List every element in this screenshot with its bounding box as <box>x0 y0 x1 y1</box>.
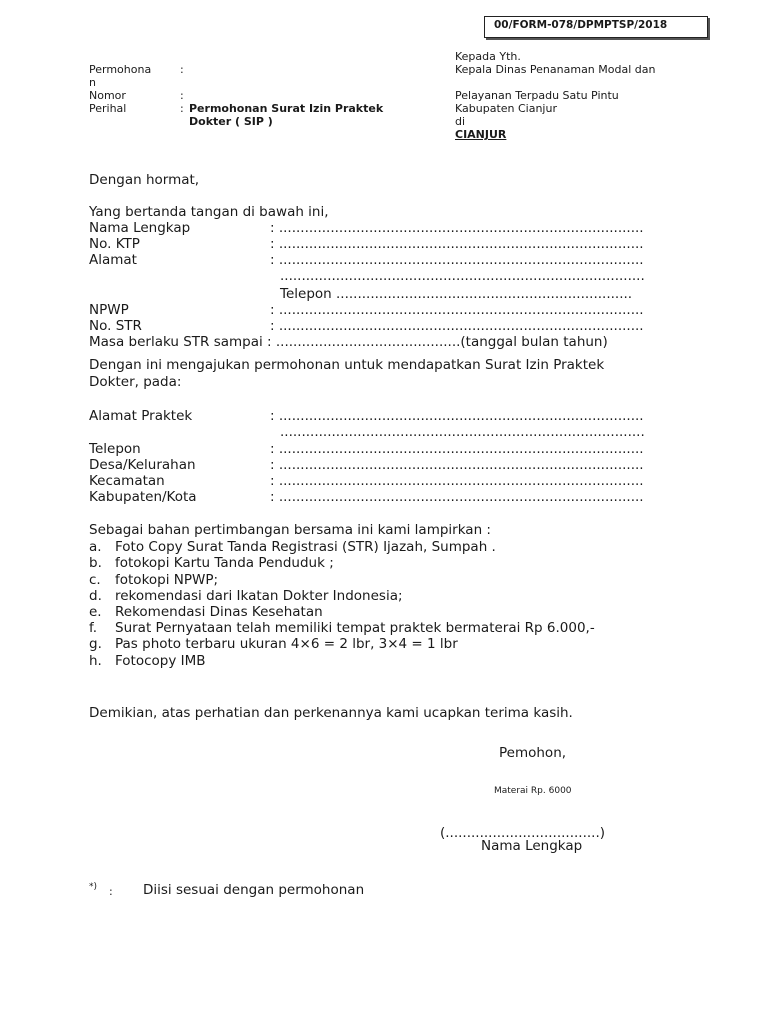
request-line-1: Dengan ini mengajukan permohonan untuk mendapatkan Surat Izin Praktek <box>89 357 605 373</box>
list-letter: d. <box>89 588 102 604</box>
footnote-text: Diisi sesuai dengan permohonan <box>143 882 365 898</box>
list-letter: h. <box>89 653 102 669</box>
greeting: Dengan hormat, <box>89 172 200 188</box>
field-value: : ..................................................................................... <box>270 473 644 489</box>
field-label: Kabupaten/Kota <box>89 489 197 505</box>
list-letter: b. <box>89 555 102 571</box>
nomor-label: Nomor <box>89 89 126 102</box>
list-text: fotokopi Kartu Tanda Penduduk ; <box>115 555 334 571</box>
addressee-line-4: Kabupaten Cianjur <box>455 102 557 115</box>
signature-name: Nama Lengkap <box>481 838 583 854</box>
field-value: : ..................................................................................... <box>270 236 644 252</box>
field-masa-berlaku-str: Masa berlaku STR sampai : ...........................................(tanggal bulan tahun) <box>89 334 608 350</box>
list-letter: g. <box>89 636 102 652</box>
addressee-line-5: di <box>455 115 466 128</box>
signature-line: (....................................) <box>440 825 606 841</box>
addressee-line-3: Pelayanan Terpadu Satu Pintu <box>455 89 619 102</box>
field-alamat-continued: ..................................................................................... <box>280 268 645 284</box>
form-code: 00/FORM-078/DPMPTSP/2018 <box>494 19 668 31</box>
field-value: : ..................................................................................... <box>270 457 644 473</box>
request-line-2: Dokter, pada: <box>89 374 182 390</box>
field-label: NPWP <box>89 302 129 318</box>
field-label: Nama Lengkap <box>89 220 191 236</box>
addressee-city: CIANJUR <box>455 128 507 141</box>
list-text: Rekomendasi Dinas Kesehatan <box>115 604 323 620</box>
field-label: Kecamatan <box>89 473 165 489</box>
field-telepon-applicant: Telepon ..................................................................... <box>280 286 633 302</box>
closing-text: Demikian, atas perhatian dan perkenannya kami ucapkan terima kasih. <box>89 705 573 721</box>
permohonan-label: Permohona <box>89 63 152 76</box>
perihal-value-1: Permohonan Surat Izin Praktek <box>189 102 384 115</box>
field-label: Alamat <box>89 252 137 268</box>
list-letter: f. <box>89 620 98 636</box>
nomor-colon: : <box>180 89 184 102</box>
field-alamat-praktek-continued: ..................................................................................... <box>280 424 645 440</box>
field-value: : ..................................................................................... <box>270 408 644 424</box>
list-letter: a. <box>89 539 102 555</box>
footnote-colon: : <box>109 885 113 898</box>
perihal-colon: : <box>180 102 184 115</box>
field-value: : ..................................................................................... <box>270 220 644 236</box>
list-text: Pas photo terbaru ukuran 4×6 = 2 lbr, 3×4 = 1 lbr <box>115 636 458 652</box>
list-text: rekomendasi dari Ikatan Dokter Indonesia; <box>115 588 403 604</box>
intro-text: Yang bertanda tangan di bawah ini, <box>89 204 329 220</box>
list-text: Surat Pernyataan telah memiliki tempat praktek bermaterai Rp 6.000,- <box>115 620 595 636</box>
footnote-mark: *) <box>89 882 98 892</box>
perihal-label: Perihal <box>89 102 127 115</box>
addressee-line-2: Kepala Dinas Penanaman Modal dan <box>455 63 656 76</box>
attachments-intro: Sebagai bahan pertimbangan bersama ini kami lampirkan : <box>89 522 491 538</box>
field-label: Alamat Praktek <box>89 408 193 424</box>
list-letter: e. <box>89 604 102 620</box>
signature-pemohon: Pemohon, <box>499 745 567 761</box>
materai-label: Materai Rp. 6000 <box>494 786 572 796</box>
permohonan-colon: : <box>180 63 184 76</box>
field-label: No. KTP <box>89 236 140 252</box>
list-text: Foto Copy Surat Tanda Registrasi (STR) Ijazah, Sumpah . <box>115 539 496 555</box>
perihal-value-2: Dokter ( SIP ) <box>189 115 273 128</box>
field-value: : ..................................................................................... <box>270 252 644 268</box>
field-value: : ..................................................................................... <box>270 302 644 318</box>
field-label: Desa/Kelurahan <box>89 457 196 473</box>
list-text: fotokopi NPWP; <box>115 572 219 588</box>
permohonan-label-wrap: n <box>89 76 96 89</box>
field-value: : ..................................................................................... <box>270 318 644 334</box>
field-value: : ..................................................................................... <box>270 489 644 505</box>
field-value: : ..................................................................................... <box>270 441 644 457</box>
field-label: Telepon <box>89 441 141 457</box>
form-code-box <box>484 16 708 38</box>
list-letter: c. <box>89 572 101 588</box>
field-label: No. STR <box>89 318 142 334</box>
list-text: Fotocopy IMB <box>115 653 206 669</box>
addressee-line-1: Kepada Yth. <box>455 50 521 63</box>
